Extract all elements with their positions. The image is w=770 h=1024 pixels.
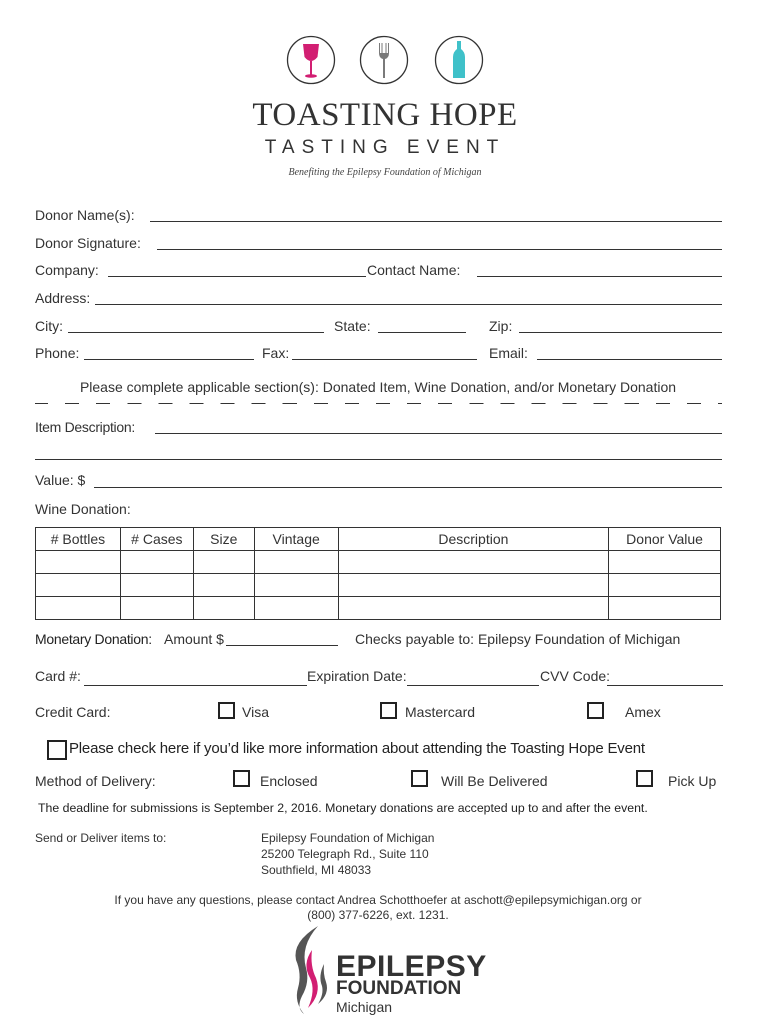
table-cell[interactable] (120, 551, 193, 574)
col-donor-value: Donor Value (609, 528, 721, 551)
city-field[interactable] (68, 332, 324, 333)
cvv-label: CVV Code: (540, 668, 611, 684)
amex-label: Amex (625, 704, 661, 720)
send-label: Send or Deliver items to: (35, 831, 167, 845)
table-cell[interactable] (193, 597, 254, 620)
will-be-delivered-label: Will Be Delivered (441, 773, 548, 789)
phone-label: Phone: (35, 345, 80, 361)
card-number-label: Card #: (35, 668, 81, 684)
col-bottles: # Bottles (36, 528, 121, 551)
expiration-label: Expiration Date: (307, 668, 407, 684)
table-cell[interactable] (338, 551, 609, 574)
email-label: Email: (489, 345, 528, 361)
more-info-checkbox[interactable] (47, 740, 67, 760)
fax-field[interactable] (292, 359, 477, 360)
amount-label: Amount $ (164, 631, 224, 647)
zip-label: Zip: (489, 318, 513, 334)
contact-name-label: Contact Name: (367, 262, 461, 278)
delivery-label: Method of Delivery: (35, 773, 156, 789)
item-description-label: Item Description: (35, 419, 135, 435)
instructions-text: Please complete applicable section(s): Donated Item, Wine Donation, and/or Monetary Donation (79, 379, 677, 395)
table-cell[interactable] (193, 551, 254, 574)
table-cell[interactable] (120, 574, 193, 597)
email-field[interactable] (537, 359, 722, 360)
deadline-text: The deadline for submissions is September 2, 2016. Monetary donations are accepted up to and after the event. (38, 801, 648, 815)
send-address-line2: 25200 Telegraph Rd., Suite 110 (261, 847, 429, 861)
epilepsy-flame-icon (288, 924, 332, 1016)
logo-epilepsy: EPILEPSY (336, 950, 487, 983)
col-cases: # Cases (120, 528, 193, 551)
table-cell[interactable] (36, 574, 121, 597)
pick-up-label: Pick Up (668, 773, 717, 789)
event-subtitle: TASTING EVENT (264, 137, 506, 158)
value-label: Value: $ (35, 472, 86, 488)
zip-field[interactable] (519, 332, 722, 333)
contact-line1: If you have any questions, please contact Andrea Schotthoefer at aschott@epilepsymichigan.org or (114, 893, 642, 907)
table-cell[interactable] (609, 551, 721, 574)
item-description-field-2[interactable] (35, 459, 722, 460)
mastercard-label: Mastercard (405, 704, 476, 720)
table-cell[interactable] (254, 597, 338, 620)
col-size: Size (193, 528, 254, 551)
table-cell[interactable] (36, 551, 121, 574)
donor-name-label: Donor Name(s): (35, 207, 135, 223)
contact-name-field[interactable] (477, 276, 722, 277)
credit-card-label: Credit Card: (35, 704, 111, 720)
pick-up-checkbox[interactable] (636, 770, 653, 787)
city-label: City: (35, 318, 63, 334)
table-row (36, 597, 721, 620)
contact-line2: (800) 377-6226, ext. 1231. (307, 908, 449, 922)
address-field[interactable] (95, 304, 722, 305)
wine-donation-label: Wine Donation: (35, 501, 131, 517)
mastercard-checkbox[interactable] (380, 702, 397, 719)
table-cell[interactable] (254, 574, 338, 597)
amount-field[interactable] (226, 645, 338, 646)
donor-signature-field[interactable] (157, 249, 722, 250)
cvv-field[interactable] (607, 685, 723, 686)
benefit-line: Benefiting the Epilepsy Foundation of Michigan (288, 167, 482, 178)
table-cell[interactable] (338, 574, 609, 597)
event-title: TOASTING HOPE (252, 97, 518, 133)
send-address-line3: Southfield, MI 48033 (261, 863, 372, 877)
col-vintage: Vintage (254, 528, 338, 551)
col-description: Description (338, 528, 609, 551)
donor-signature-label: Donor Signature: (35, 235, 141, 251)
wine-table-header (36, 528, 721, 551)
monetary-donation-label: Monetary Donation: (35, 631, 152, 647)
table-row (36, 551, 721, 574)
table-cell[interactable] (609, 597, 721, 620)
company-label: Company: (35, 262, 99, 278)
enclosed-label: Enclosed (260, 773, 318, 789)
amex-checkbox[interactable] (587, 702, 604, 719)
table-cell[interactable] (338, 597, 609, 620)
table-row (36, 574, 721, 597)
visa-label: Visa (242, 704, 269, 720)
state-field[interactable] (378, 332, 466, 333)
address-label: Address: (35, 290, 91, 306)
company-field[interactable] (108, 276, 366, 277)
table-cell[interactable] (609, 574, 721, 597)
wine-glass-icon (286, 35, 336, 85)
bottle-icon (434, 35, 484, 85)
table-cell[interactable] (254, 551, 338, 574)
logo-michigan: Michigan (336, 999, 393, 1015)
section-divider (35, 403, 722, 404)
send-address-line1: Epilepsy Foundation of Michigan (261, 831, 435, 845)
table-cell[interactable] (193, 574, 254, 597)
checks-payable-text: Checks payable to: Epilepsy Foundation of Michigan (355, 631, 681, 647)
will-be-delivered-checkbox[interactable] (411, 770, 428, 787)
value-field[interactable] (94, 487, 722, 488)
donor-name-field[interactable] (150, 221, 722, 222)
card-number-field[interactable] (84, 685, 307, 686)
logo-foundation: FOUNDATION (336, 978, 462, 999)
fork-icon (359, 35, 409, 85)
enclosed-checkbox[interactable] (233, 770, 250, 787)
table-cell[interactable] (36, 597, 121, 620)
expiration-field[interactable] (407, 685, 539, 686)
phone-field[interactable] (84, 359, 254, 360)
wine-table (35, 527, 721, 620)
fax-label: Fax: (262, 345, 290, 361)
state-label: State: (334, 318, 371, 334)
visa-checkbox[interactable] (218, 702, 235, 719)
item-description-field[interactable] (155, 433, 722, 434)
more-info-label: Please check here if you’d like more information about attending the Toasting Hope Event (69, 740, 645, 757)
table-cell[interactable] (120, 597, 193, 620)
